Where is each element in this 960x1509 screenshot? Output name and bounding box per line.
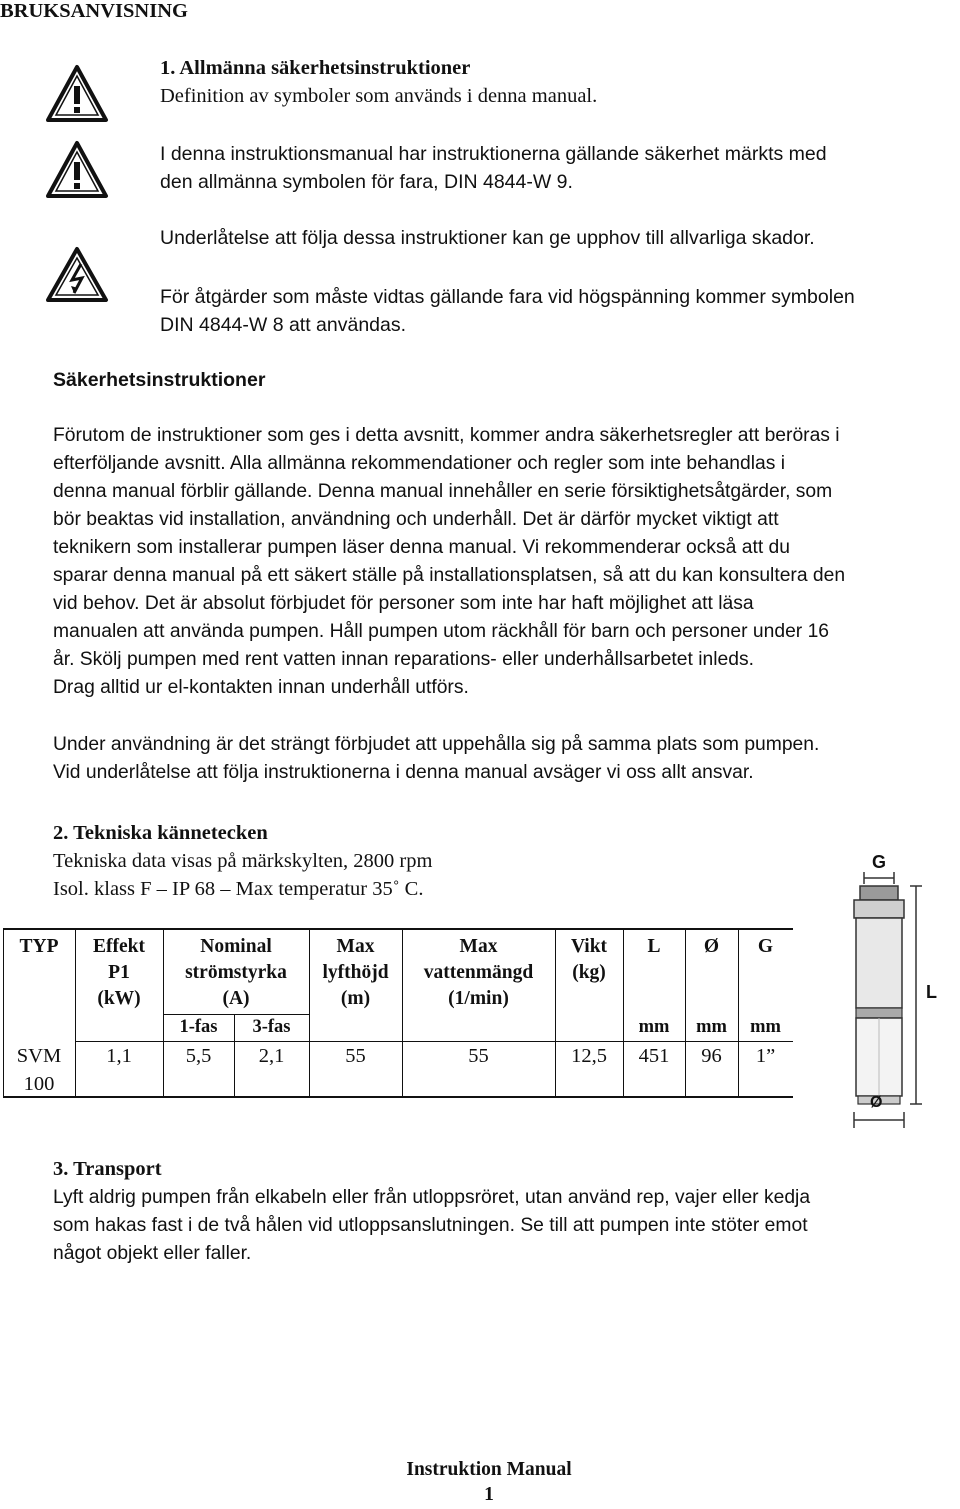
drawing-label-l: L: [926, 982, 937, 1002]
header-nominal: (A): [222, 988, 250, 1009]
cell-max-lift: 55: [345, 1045, 366, 1067]
cell-typ: 100: [23, 1073, 55, 1095]
header-vikt: Vikt: [570, 936, 608, 957]
cell-max-water: 55: [468, 1045, 489, 1067]
general-symbol-text-1: I denna instruktionsmanual har instruktionerna gällande säkerhet märkts med: [160, 143, 827, 165]
technical-line-1: Tekniska data visas på märkskylten, 2800 rpm: [53, 850, 433, 872]
header-effekt: Effekt: [93, 936, 145, 957]
header-max-lift: Max: [336, 936, 375, 957]
cell-effekt: 1,1: [106, 1045, 132, 1067]
safety-paragraph-line: Förutom de instruktioner som ges i detta avsnitt, kommer andra säkerhetsregler att beröras i: [53, 425, 840, 446]
header-max-lift: (m): [340, 988, 371, 1009]
warning-triangle-icon: [44, 138, 110, 200]
transport-line: Lyft aldrig pumpen från elkabeln eller från utloppsröret, utan använd rep, vajer eller kedja: [53, 1187, 811, 1208]
cell-1-fas: 5,5: [185, 1045, 212, 1067]
pump-dimension-drawing: [838, 850, 948, 1132]
subheader-mm-l: mm: [638, 1017, 670, 1037]
drawing-label-g: G: [872, 852, 887, 872]
technical-line-2: Isol. klass F – IP 68 – Max temperatur 35˚ C.: [53, 878, 424, 900]
safety-heading: Säkerhetsinstruktioner: [53, 369, 266, 391]
section-2-heading: 2. Tekniska kännetecken: [53, 822, 268, 844]
cell-g: 1”: [755, 1045, 776, 1067]
header-nominal: Nominal: [200, 936, 272, 957]
high-voltage-text-2: DIN 4844-W 8 att användas.: [160, 314, 407, 336]
header-max-water: Max: [459, 936, 498, 957]
safety-paragraph-line: teknikern som installerar pumpen läser denna manual. Vi rekommenderar också att du: [53, 537, 790, 558]
cell-3-fas: 2,1: [258, 1045, 285, 1067]
warning-triangle-icon: [44, 62, 110, 124]
header-g: G: [757, 936, 774, 957]
header-max-lift: lyfthöjd: [322, 962, 389, 983]
header-typ: TYP: [19, 936, 59, 957]
header-max-water: (1/min): [448, 988, 509, 1009]
header-l: L: [647, 936, 661, 957]
cell-o: 96: [701, 1045, 722, 1067]
header-effekt: (kW): [97, 988, 141, 1009]
safety-paragraph-line: bör beaktas vid installation, användning och underhåll. Det är därför mycket viktigt att: [53, 509, 779, 530]
transport-line: något objekt eller faller.: [53, 1243, 252, 1264]
drawing-label-o: Ø: [870, 1094, 883, 1111]
cell-l: 451: [638, 1045, 670, 1067]
page-number: 1: [484, 1484, 494, 1505]
cell-typ: SVM: [16, 1045, 62, 1067]
header-effekt: P1: [108, 962, 130, 983]
safety-paragraph-line: Vid underlåtelse att följa instruktionerna i denna manual avsäger vi oss allt ansvar.: [53, 762, 754, 783]
header-vikt: (kg): [572, 962, 606, 983]
header-nominal: strömstyrka: [185, 962, 287, 983]
warning-text: Underlåtelse att följa dessa instruktioner kan ge upphov till allvarliga skador.: [160, 227, 815, 249]
cell-vikt: 12,5: [571, 1045, 607, 1067]
general-symbol-text-2: den allmänna symbolen för fara, DIN 4844-W 9.: [160, 171, 573, 193]
safety-paragraph-line: sparar denna manual på ett säkert ställe på installationsplatsen, så att du kan konsultera den: [53, 565, 846, 586]
safety-paragraph-line: Drag alltid ur el-kontakten innan underhåll utförs.: [53, 677, 469, 698]
symbol-definition-text: Definition av symboler som används i denna manual.: [160, 85, 598, 107]
safety-paragraph-line: manualen att använda pumpen. Håll pumpen utom räckhåll för barn och personer under 16: [53, 621, 830, 642]
high-voltage-icon: [44, 244, 110, 304]
subheader-mm-g: mm: [750, 1017, 781, 1037]
safety-paragraph-line: vid behov. Det är absolut förbjudet för personer som inte har haft möjlighet att läsa: [53, 593, 754, 614]
subheader-mm-o: mm: [696, 1017, 727, 1037]
safety-paragraph-line: år. Skölj pumpen med rent vatten innan reparations- eller underhållsarbetet inleds.: [53, 649, 754, 670]
section-1-heading: 1. Allmänna säkerhetsinstruktioner: [160, 57, 471, 79]
subheader-3-fas: 3-fas: [252, 1017, 291, 1037]
document-title: BRUKSANVISNING: [0, 0, 188, 22]
high-voltage-text-1: För åtgärder som måste vidtas gällande fara vid högspänning kommer symbolen: [160, 286, 855, 308]
safety-paragraph-line: Under användning är det strängt förbjudet att uppehålla sig på samma plats som pumpen.: [53, 734, 820, 755]
safety-paragraph-line: denna manual förblir gällande. Denna manual innehåller en serie försiktighetsåtgärder, som: [53, 481, 833, 502]
transport-line: som hakas fast i de två hålen vid utloppsanslutningen. Se till att pumpen inte stöter emot: [53, 1215, 808, 1236]
subheader-1-fas: 1-fas: [179, 1017, 218, 1037]
footer-title: Instruktion Manual: [406, 1459, 572, 1480]
safety-paragraph-line: efterföljande avsnitt. Alla allmänna rekommendationer och regler som inte behandlas i: [53, 453, 786, 474]
technical-data-table: [3, 928, 793, 1098]
section-3-heading: 3. Transport: [53, 1158, 162, 1180]
header-max-water: vattenmängd: [423, 962, 534, 983]
header-o: Ø: [703, 936, 720, 957]
